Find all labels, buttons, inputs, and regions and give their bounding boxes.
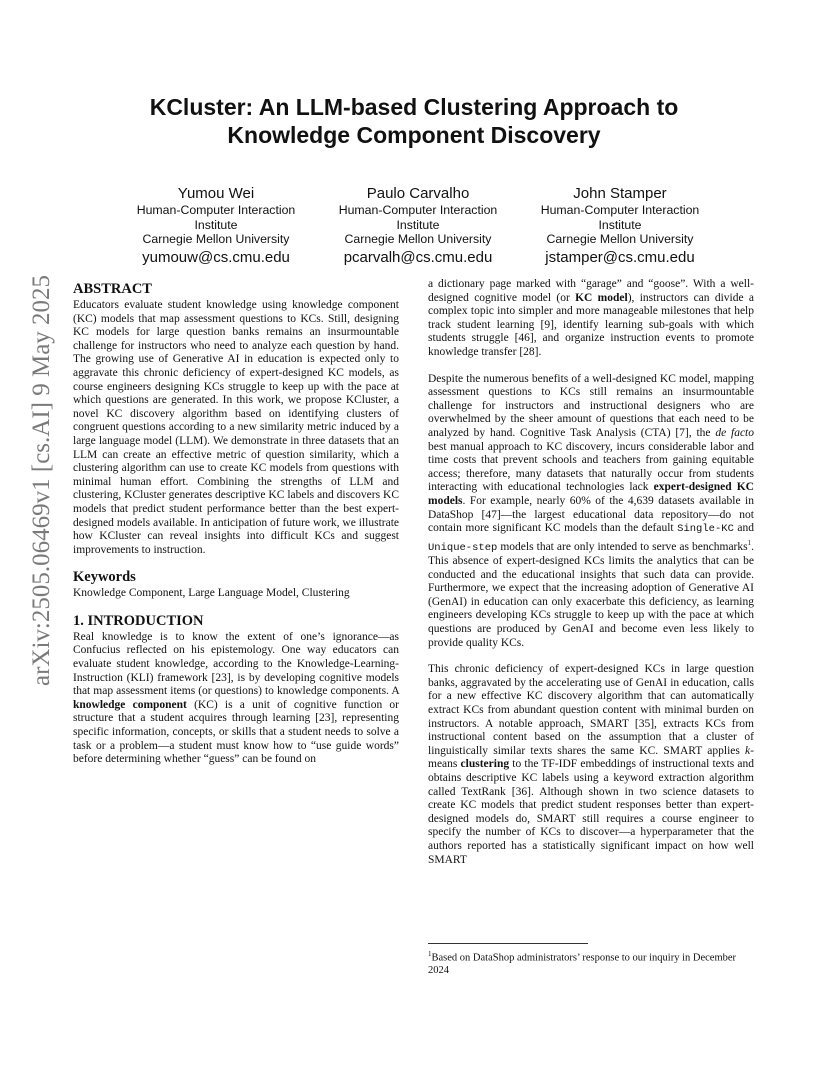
intro-paragraph-2: Despite the numerous benefits of a well-designed KC model, mapping assessment questions to KCs still remains an insurmountable challenge for instructors and instructional designers who are overwhelmed by the sheer amount of questions that each need to be analyzed by hand. Cognitive Task Analysis (CTA) [7], the de facto best manual approach to KC discovery, incurs considerable labor and time costs that prevent schools and teachers from gaining equitable access; therefore, many datasets that naturally occur from students interacting with educational technologies lack expert-designed KC models. For example, nearly 60% of the 4,639 datasets available in DataShop [47]—the largest educational data repository—do not contain more significant KC models than the default Single-KC and Unique-step models that are only intended to serve as benchmarks$^1$. This absence of expert-designed KCs limits the analytics that can be conducted and the educational insights that such data can provide. Furthermore, we expect that the increasing adoption of Generative AI (GenAI) in education can only exacerbate this deficiency, as learning engineers developing KCs struggle to keep up with the pace at which questions are produced by GenAI and become even less likely to provide quality KCs. (428, 372, 754, 649)
right-column (428, 278, 754, 867)
author-name: John Stamper (573, 185, 667, 202)
author-affiliation: Institute (396, 217, 440, 232)
footnote (428, 948, 754, 978)
footnote-mark: 1 (428, 950, 432, 958)
intro-paragraph-1-cont: a dictionary page marked with “garage” and “goose”. With a well-designed cognitive model (or KC model), instructors can divide a complex topic into simpler and more manageable milestones that help track student learning [9], identify learning sub-goals with which students struggle [46], and organize instruction events to promote knowledge transfer [28]. (428, 278, 755, 358)
author-affiliation: Institute (194, 217, 238, 232)
footnote-ref: 1 (747, 538, 752, 547)
author-affiliation: Carnegie Mellon University (546, 232, 694, 246)
author-affiliation: Carnegie Mellon University (142, 232, 290, 246)
keywords-text: Knowledge Component, Large Language Model, Clustering (73, 587, 350, 600)
abstract-heading: ABSTRACT (73, 281, 152, 297)
title-line-2: Knowledge Component Discovery (227, 122, 601, 148)
intro-paragraph-3: This chronic deficiency of expert-designed KCs in large question banks, aggravated by the accelerating use of GenAI in education, calls for a new effective KC discovery algorithm that can automatically extract KCs from abundant question content with minimal burden on instructors. A notable approach, SMART [35], extracts KCs from instructional content based on the assumption that a cluster of linguistically similar texts shares the same KC. SMART applies k-means clustering to the TF-IDF embeddings of instructional texts and obtains descriptive KC labels using a keyword extraction algorithm called TextRank [36]. Although shown in two science datasets to create KC models that predict student responses better than expert-designed models do, SMART still requires a course engineer to specify the number of KCs to discover—a hyperparameter that the authors reported has a statistically significant impact on how well SMART (428, 663, 754, 866)
arxiv-identifier: arXiv:2505.06469v1 [cs.AI] 9 May 2025 (28, 274, 55, 686)
footnote-text: Based on DataShop administrators’ response to our inquiry in December 2024 (428, 952, 737, 976)
author-name: Yumou Wei (177, 185, 255, 202)
author-name: Paulo Carvalho (366, 185, 470, 202)
intro-paragraph-1: Real knowledge is to know the extent of one’s ignorance—as Confucius reflected on his epistemology. One way educators can evaluate student knowledge, according to the Knowledge-Learning-Instruction (KLI) framework [23], is by developing cognitive models that map assessment items (or questions) to knowledge components. A knowledge component (KC) is a unit of cognitive function or structure that a student acquires through learning [23], representing specific information, concepts, or skills that a student needs to solve a task or a problem—a student must know how to “use guide words” before determining whether “guess” can be found on (73, 630, 400, 766)
author-affiliation: Human-Computer Interaction (338, 203, 498, 217)
left-column (73, 281, 399, 767)
author-affiliation: Human-Computer Interaction (540, 203, 700, 217)
author-affiliation: Institute (598, 217, 642, 232)
author-email: pcarvalh@cs.cmu.edu (343, 248, 493, 266)
author-3 (522, 184, 718, 267)
author-block (118, 184, 718, 267)
title-line-1: KCluster: An LLM-based Clustering Approach to (149, 94, 679, 120)
author-1 (118, 184, 314, 267)
introduction-heading: 1. INTRODUCTION (73, 612, 204, 629)
footnote-divider (428, 943, 588, 944)
author-affiliation: Human-Computer Interaction (136, 203, 296, 217)
keywords-heading: Keywords (73, 569, 136, 586)
author-affiliation: Carnegie Mellon University (344, 232, 492, 246)
author-email: yumouw@cs.cmu.edu (142, 248, 290, 266)
paper-title (100, 93, 728, 149)
abstract-text: Educators evaluate student knowledge using knowledge component (KC) models that map assessment questions to KCs. Still, designing KC models for large question banks remains an insurmountable challenge for instructors who need to analyze each question by hand. The growing use of Generative AI in education is expected only to aggravate this chronic deficiency of expert-designed KC models, as course engineers designing KCs struggle to keep up with the pace at which questions are generated. In this work, we propose KCluster, a novel KC discovery algorithm based on identifying clusters of congruent questions according to a new similarity metric induced by a large language model (LLM). We demonstrate in three datasets that an LLM can create an effective metric of question similarity, which a clustering algorithm can use to create KC models from questions with minimal human effort. Combining the strengths of LLM and clustering, KCluster generates descriptive KC labels and discovers KC models that predict student performance better than the best expert-designed models available. In anticipation of future work, we illustrate how KCluster can reveal insights into difficult KCs and suggest improvements to instruction. (73, 299, 399, 556)
author-2 (320, 184, 516, 267)
author-email: jstamper@cs.cmu.edu (545, 248, 695, 266)
